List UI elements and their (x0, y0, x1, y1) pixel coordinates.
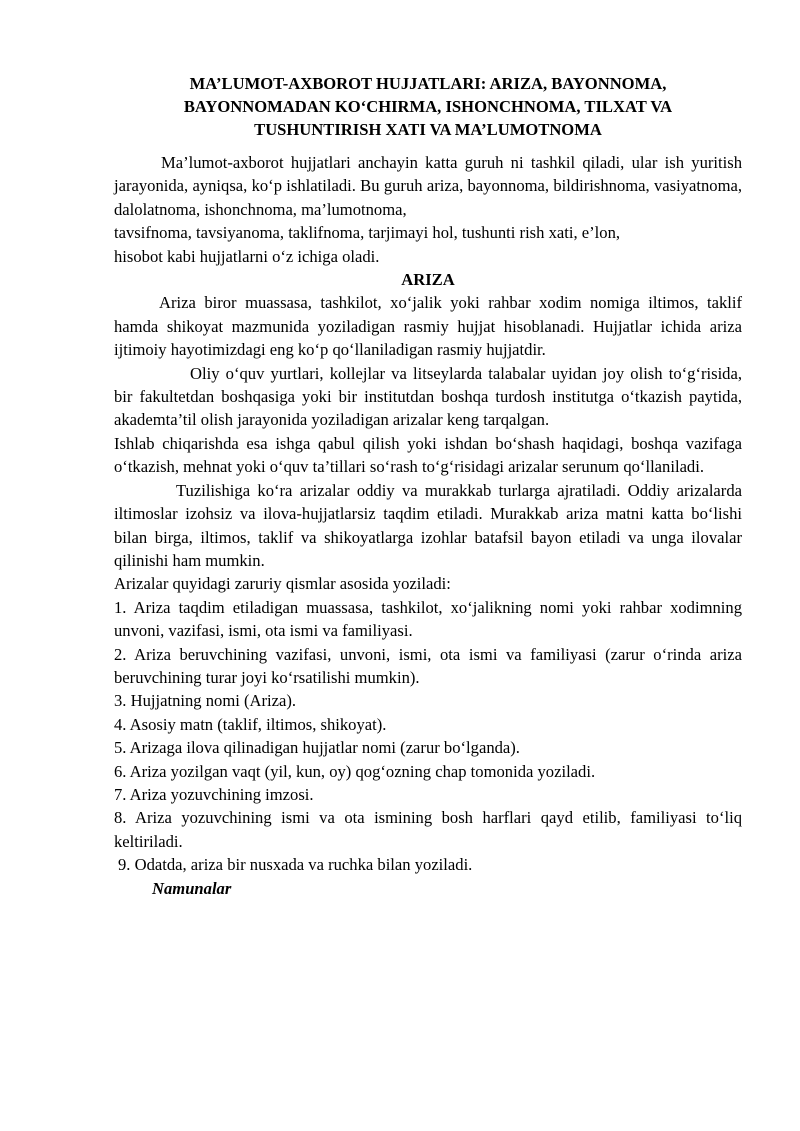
body-paragraph: Tuzilishiga ko‘ra arizalar oddiy va murakkab turlarga ajratiladi. Oddiy arizalarda iltimoslar izohsiz va ilova-hujjatlarsiz taqdim etiladi. Murakkab ariza matni katta bo‘lishi bilan birga, iltimos, taklif va shikoyatlarga izohlar batafsil bayon etiladi va unga ilovalar qilinishi ham mumkin. (114, 480, 742, 570)
list-item: 7. Ariza yozuvchining imzosi. (114, 784, 314, 804)
document-page (114, 72, 742, 900)
list-item: 3. Hujjatning nomi (Ariza). (114, 691, 297, 711)
body-paragraph: Oliy o‘quv yurtlari, kollejlar va litseylarda talabalar uyidan joy olish to‘g‘risida, bir fakultetdan boshqasiga yoki bir institutdan boshqa turdosh institutga o‘tkazish paytida, akademta’til olish jarayonida yoziladigan arizalar keng tarqalgan. (114, 363, 742, 430)
section-heading: ARIZA (401, 270, 455, 290)
body-paragraph: Ishlab chiqarishda esa ishga qabul qilish yoki ishdan bo‘shash haqidagi, boshqa vazifaga o‘tkazish, mehnat yoki o‘quv ta’tillari so‘rash to‘g‘risidagi arizalar serunum qo‘llaniladi. (114, 433, 742, 477)
list-item: 2. Ariza beruvchining vazifasi, unvoni, ismi, ota ismi va familiyasi (zarur o‘rinda ariza beruvchining turar joyi ko‘rsatilishi mumkin). (114, 644, 742, 687)
list-item: 6. Ariza yozilgan vaqt (yil, kun, oy) qog‘ozning chap tomonida yoziladi. (114, 761, 596, 781)
list-item: 8. Ariza yozuvchining ismi va ota ismining bosh harflari qayd etilib, familiyasi to‘liq keltiriladi. (114, 808, 742, 851)
intro-paragraph: Ma’lumot-axborot hujjatlari anchayin katta guruh ni tashkil qiladi, ular ish yuritish jarayonida, ayniqsa, ko‘p ishlatiladi. Bu guruh ariza, bayonnoma, bildirishnoma, vasiyatnoma, dalolatnoma, ishonchnoma, ma’lumotnoma, (114, 153, 742, 219)
title-line: TUSHUNTIRISH XATI VA MA’LUMOTNOMA (254, 120, 602, 139)
body-paragraph: Arizalar quyidagi zaruriy qismlar asosida yoziladi: (114, 574, 451, 594)
title-line: MA’LUMOT-AXBOROT HUJJATLARI: ARIZA, BAYONNOMA, (189, 74, 667, 93)
document-title (114, 72, 742, 141)
list-item: 1. Ariza taqdim etiladigan muassasa, tashkilot, xo‘jalikning nomi yoki rahbar xodimning unvoni, vazifasi, ismi, ota ismi va familiyasi. (114, 597, 742, 641)
intro-line: tavsifnoma, tavsiyanoma, taklifnoma, tarjimayi hol, tushunti rish xati, e’lon, (114, 223, 621, 243)
list-item: 9. Odatda, ariza bir nusxada va ruchka bilan yoziladi. (118, 855, 473, 875)
list-item: 4. Asosiy matn (taklif, iltimos, shikoyat). (114, 714, 387, 734)
requirements-list (114, 596, 742, 877)
body-paragraph: Ariza biror muassasa, tashkilot, xo‘jalik yoki rahbar xodim nomiga iltimos, taklif hamda shikoyat mazmunida yoziladigan rasmiy hujjat hisoblanadi. Hujjatlar ichida ariza ijtimoiy hayotimizdagi eng ko‘p qo‘llaniladigan rasmiy hujjatdir. (114, 293, 742, 360)
intro-line: hisobot kabi hujjatlarni o‘z ichiga oladi. (114, 246, 380, 266)
list-item: 5. Arizaga ilova qilinadigan hujjatlar nomi (zarur bo‘lganda). (114, 738, 520, 758)
title-line: BAYONNOMADAN KO‘CHIRMA, ISHONCHNOMA, TILXAT VA (183, 97, 673, 116)
samples-heading: Namunalar (152, 878, 232, 898)
